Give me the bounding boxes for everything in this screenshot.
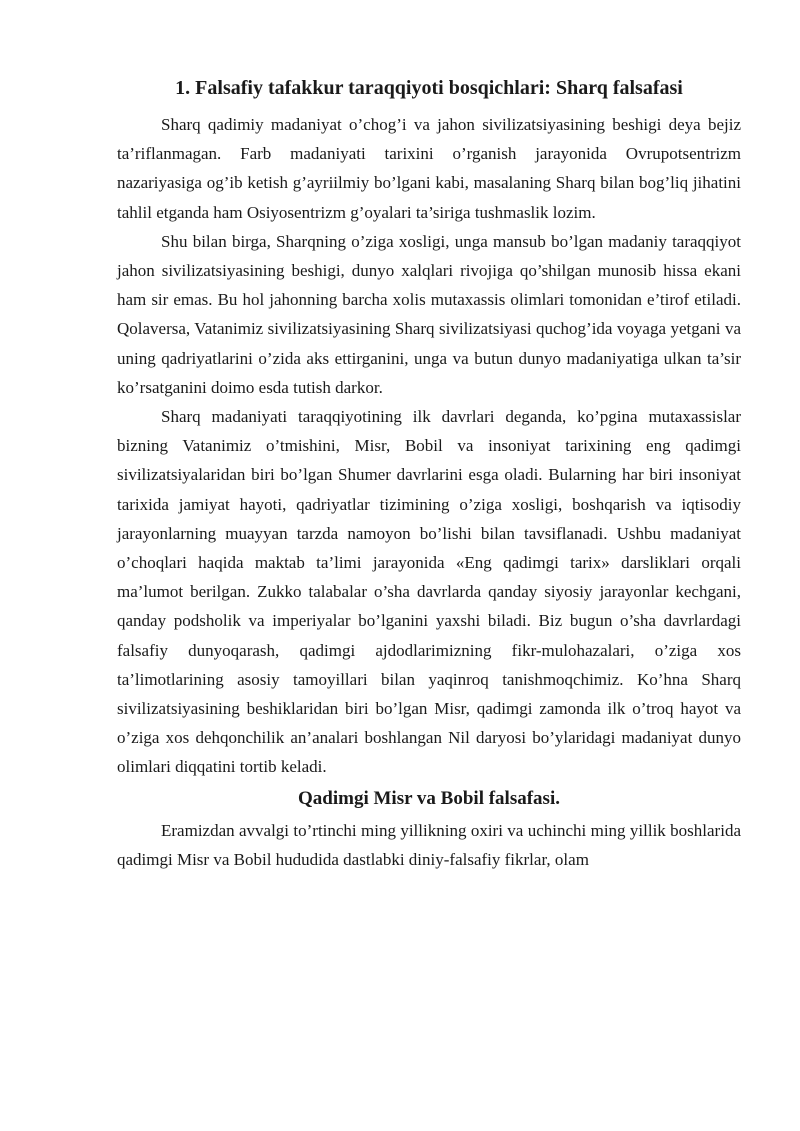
- subsection-heading: Qadimgi Misr va Bobil falsafasi.: [298, 787, 560, 809]
- section-heading: 1. Falsafiy tafakkur taraqqiyoti bosqichlari: Sharq falsafasi: [175, 77, 683, 99]
- paragraph-1: Sharq qadimiy madaniyat o’chog’i va jahon sivilizatsiyasining beshigi deya bejiz ta’riflanmagan. Farb madaniyati tarixini o’rganish jarayonida Ovrupotsentrizm nazariyasiga og’ib ketish g’ayriilmiy bo’lgani kabi, masalaning Sharq bilan bog’liq jihatini tahlil etganda ham Osiyosentrizm g’oyalari ta’siriga tushmaslik lozim.: [117, 115, 741, 222]
- paragraph-2: Shu bilan birga, Sharqning o’ziga xosligi, unga mansub bo’lgan madaniy taraqqiyot jahon sivilizatsiyasining beshigi, dunyo xalqlari rivojiga qo’shilgan munosib hissa ekani ham sir emas. Bu hol jahonning barcha xolis mutaxassis olimlari tomonidan e’tirof etiladi. Qolaversa, Vatanimiz sivilizatsiyasining Sharq sivilizatsiyasi quchog’ida voyaga yetgani va uning qadriyatlarini o’zida aks ettirganini, unga va butun dunyo madaniyatiga ulkan ta’sir ko’rsatganini doimo esda tutish darkor.: [117, 231, 741, 397]
- paragraph-3: Sharq madaniyati taraqqiyotining ilk davrlari deganda, ko’pgina mutaxassislar bizning Vatanimiz o’tmishini, Misr, Bobil va insoniyat tarixining eng qadimgi sivilizatsiyalaridan biri bo’lgan Shumer davrlarini esga oladi. Bularning har biri insoniyat tarixida jamiyat hayoti, qadriyatlar tizimining o’ziga xosligi, boshqarish va iqtisodiy jarayonlarning muayyan tarzda namoyon bo’lishi bilan tavsiflanadi. Ushbu madaniyat o’choqlari haqida maktab ta’limi jarayonida «Eng qadimgi tarix» darsliklari orqali ma’lumot berilgan. Zukko talabalar o’sha davrlarda qanday siyosiy jarayonlar kechgani, qanday podsholik va imperiyalar bo’lganini yaxshi biladi. Biz bugun o’sha davrlardagi falsafiy dunyoqarash, qadimgi ajdodlarimizning fikr-mulohazalari, o’ziga xos ta’limotlarining asosiy tamoyillari bilan yaqinroq tanishmoqchimiz. Ko’hna Sharq sivilizatsiyasining beshiklaridan biri bo’lgan Misr, qadimgi zamonda ilk o’troq hayot va o’ziga xos dehqonchilik an’analari boshlangan Nil daryosi bo’ylaridagi madaniyat dunyo olimlari diqqatini tortib keladi.: [117, 407, 741, 777]
- document-page: [117, 70, 741, 874]
- paragraph-4: Eramizdan avvalgi to’rtinchi ming yillikning oxiri va uchinchi ming yillik boshlarida qadimgi Misr va Bobil hududida dastlabki diniy-falsafiy fikrlar, olam: [117, 820, 741, 869]
